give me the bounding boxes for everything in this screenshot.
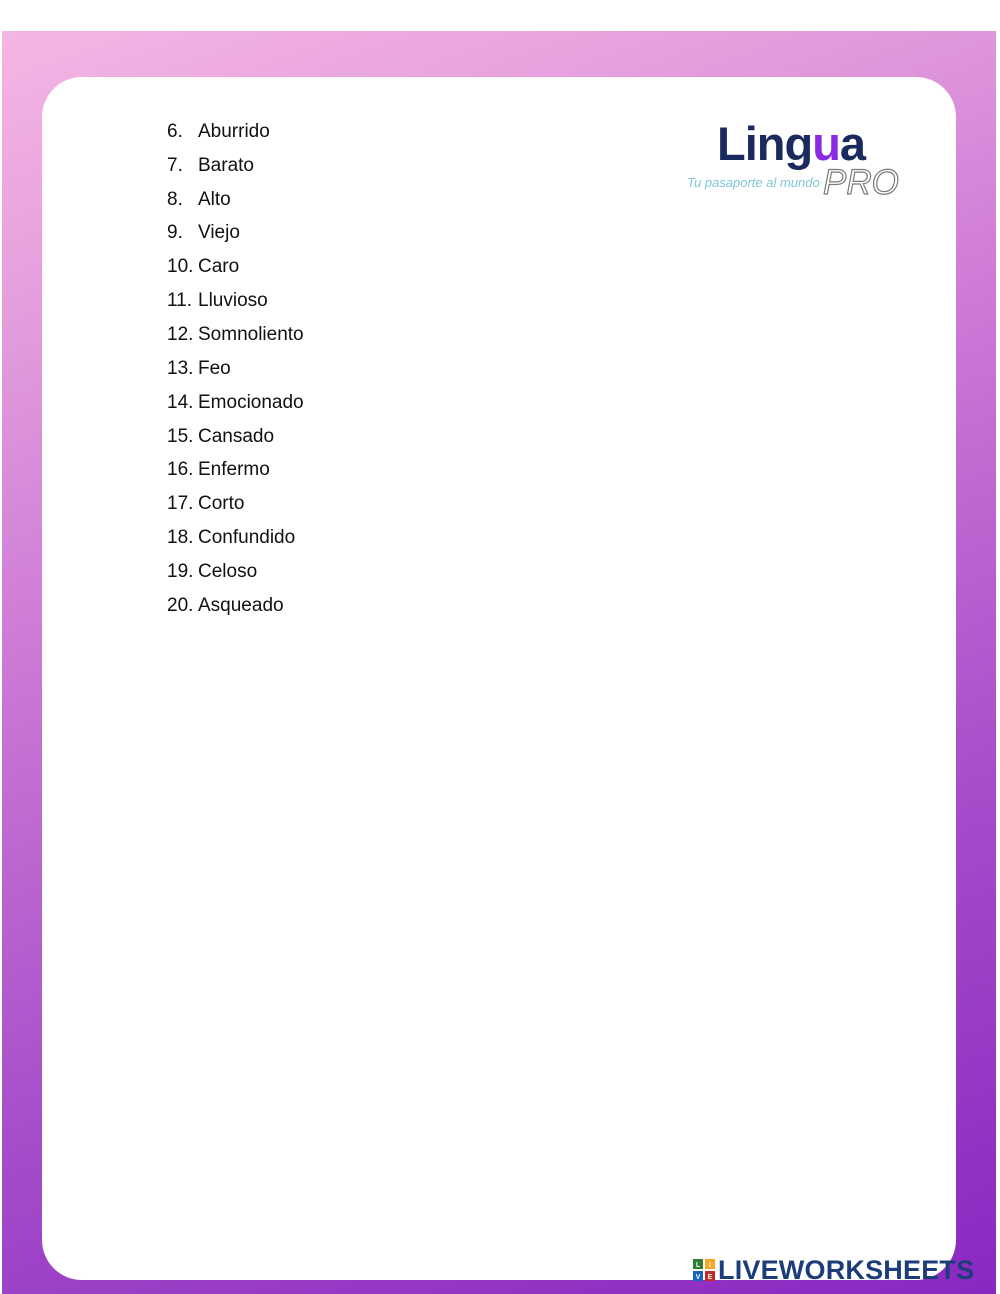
list-item-number: 18. — [167, 527, 194, 549]
list-item — [167, 453, 304, 487]
liveworksheets-footer — [693, 1254, 974, 1286]
list-item-number: 15. — [167, 425, 194, 447]
list-item-number: 6. — [167, 120, 183, 142]
list-item — [167, 149, 304, 183]
list-item-word: Celoso — [198, 560, 258, 582]
list-item — [167, 420, 304, 454]
list-item-word: Feo — [198, 357, 231, 379]
list-item-number: 11. — [167, 290, 193, 312]
list-item-word: Somnoliento — [198, 323, 304, 345]
svg-text:I: I — [709, 1262, 711, 1269]
list-item-word: Viejo — [198, 222, 240, 244]
svg-text:L: L — [695, 1262, 701, 1269]
liveworksheets-grid-icon — [693, 1259, 715, 1281]
list-item-number: 17. — [167, 493, 194, 515]
list-item-word: Barato — [198, 154, 254, 176]
list-item-word: Cansado — [198, 425, 275, 447]
list-item — [167, 115, 304, 149]
list-item — [167, 386, 304, 420]
svg-text:Lingua: Lingua — [717, 117, 866, 170]
list-item — [167, 487, 304, 521]
list-item — [167, 352, 304, 386]
list-item-number: 19. — [167, 560, 194, 582]
list-item — [167, 318, 304, 352]
list-item-number: 12. — [167, 323, 194, 345]
liveworksheets-brand[interactable]: LIVEWORKSHEETS — [718, 1254, 975, 1285]
list-item-word: Caro — [198, 256, 240, 278]
svg-text:Tu pasaporte al mundo: Tu pasaporte al mundo — [687, 175, 820, 190]
list-item — [167, 183, 304, 217]
lingua-pro-logo-graphic — [684, 112, 904, 202]
list-item-word: Emocionado — [198, 391, 304, 413]
svg-text:E: E — [707, 1274, 713, 1281]
svg-text:PRO: PRO — [823, 163, 899, 202]
list-item-number: 7. — [167, 154, 183, 176]
list-item-number: 14. — [167, 391, 194, 413]
lingua-pro-logo — [684, 112, 904, 202]
list-item — [167, 589, 304, 623]
list-item — [167, 217, 304, 251]
list-item — [167, 521, 304, 555]
list-item — [167, 250, 304, 284]
list-item-number: 13. — [167, 357, 194, 379]
list-item-word: Confundido — [198, 527, 296, 549]
list-item-word: Corto — [198, 493, 245, 515]
list-item-number: 10. — [167, 256, 194, 278]
vocabulary-list — [167, 115, 304, 623]
svg-text:V: V — [695, 1274, 701, 1281]
list-item-word: Alto — [198, 188, 231, 210]
list-item-word: Lluvioso — [198, 290, 268, 312]
list-item-word: Enfermo — [198, 459, 270, 481]
list-item-word: Aburrido — [198, 120, 270, 142]
list-item — [167, 284, 304, 318]
list-item-word: Asqueado — [198, 594, 284, 616]
list-item-number: 16. — [167, 459, 194, 481]
list-item-number: 8. — [167, 188, 183, 210]
list-item — [167, 555, 304, 589]
list-item-number: 9. — [167, 222, 183, 244]
list-item-number: 20. — [167, 594, 194, 616]
